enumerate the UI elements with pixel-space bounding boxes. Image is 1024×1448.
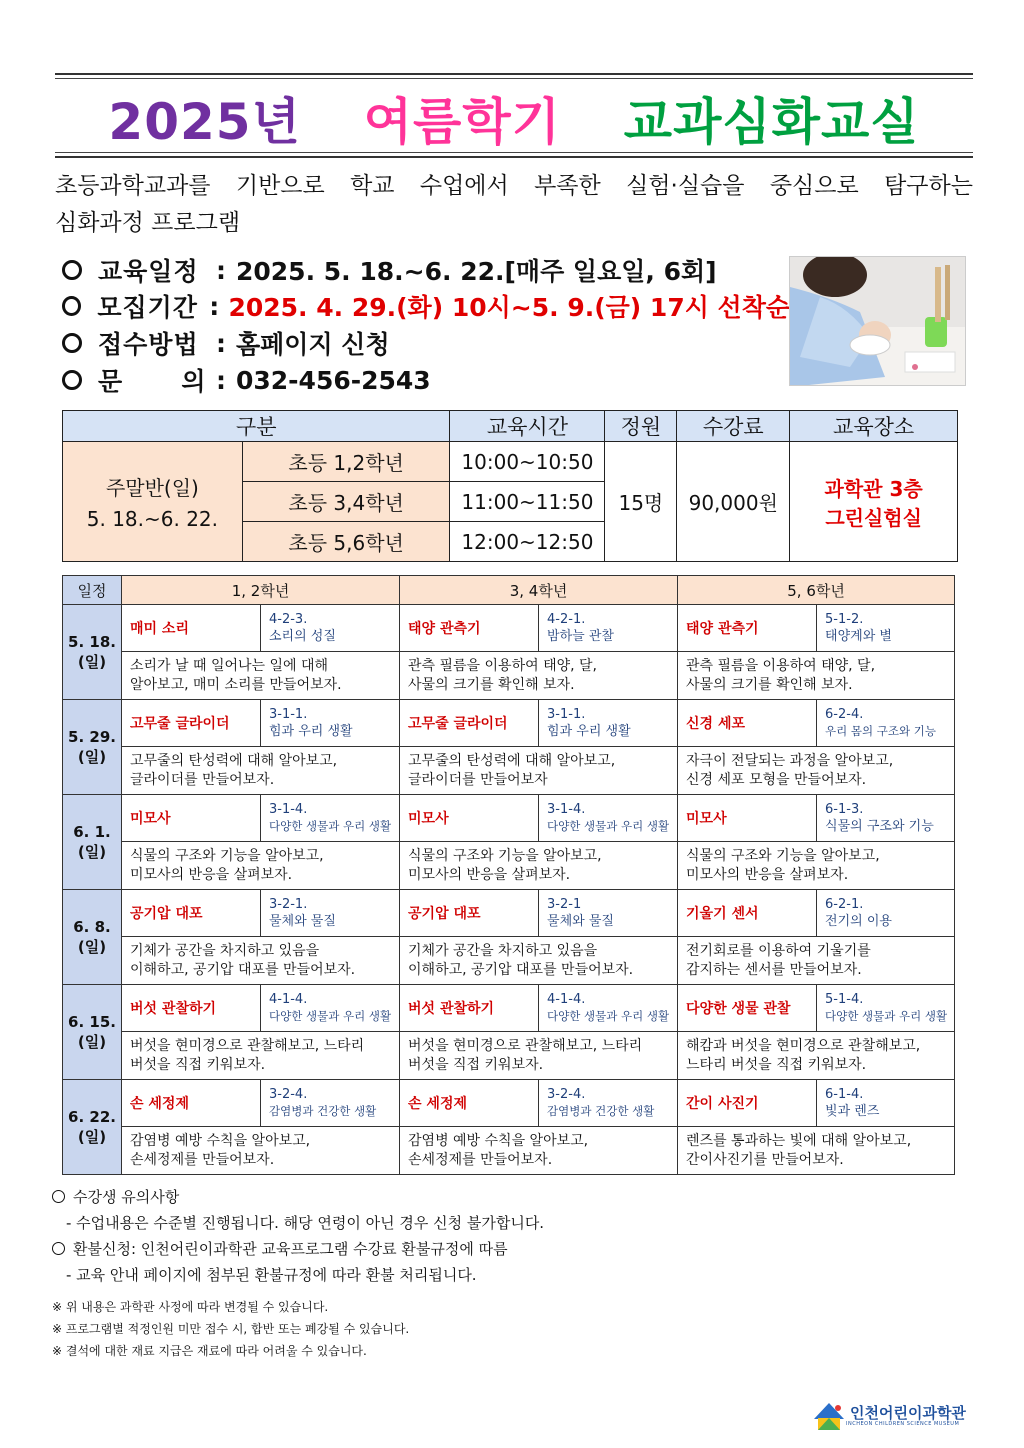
class-name: 주말반(일)	[105, 476, 199, 500]
top-rule	[55, 73, 973, 75]
description-line: 알아보고, 매미 소리를 만들어보자.	[130, 676, 342, 693]
schedule-date-cell	[63, 795, 122, 890]
info-colon: :	[216, 365, 226, 395]
description-line: 이해하고, 공기압 대포를 만들어보자.	[408, 961, 634, 978]
unit-name: 밤하늘 관찰	[547, 629, 614, 644]
description-line: 버섯을 현미경으로 관찰해보고, 느타리	[130, 1037, 365, 1054]
class-description	[400, 842, 678, 890]
curriculum-unit	[539, 605, 678, 652]
time-cell: 10:00~10:50	[450, 442, 605, 482]
unit-code: 3-2-1	[547, 897, 582, 912]
unit-name: 다양한 생물과 우리 생활	[547, 819, 670, 833]
note-caution-title: 수강생 유의사항	[73, 1188, 180, 1206]
note-refund	[52, 1236, 972, 1262]
place-line-1: 과학관 3층	[824, 476, 923, 501]
class-topic: 매미 소리	[122, 605, 261, 652]
schedule-desc-row	[63, 652, 955, 700]
intro-word: 탐구하는	[884, 173, 973, 199]
info-schedule	[60, 252, 790, 288]
class-topic: 기울기 센서	[678, 890, 817, 937]
info-label: 모집기간	[97, 293, 198, 322]
info-label: 교육일정	[98, 257, 199, 286]
circle-bullet-icon	[62, 333, 82, 353]
description-line: 렌즈를 통과하는 빛에 대해 알아보고,	[686, 1132, 912, 1149]
class-topic: 공기압 대포	[122, 890, 261, 937]
museum-name-english: INCHEON CHILDREN SCIENCE MUSEUM	[846, 1421, 960, 1427]
description-line: 해캄과 버섯을 현미경으로 관찰해보고,	[686, 1037, 921, 1054]
curriculum-unit	[817, 985, 955, 1032]
class-description	[122, 747, 400, 795]
description-line: 자극이 전달되는 과정을 알아보고,	[686, 752, 894, 769]
intro-word: 실험·실습을	[626, 173, 745, 199]
curriculum-unit	[261, 605, 400, 652]
description-line: 관측 필름을 이용하여 태양, 달,	[686, 657, 876, 674]
intro-word: 기반으로	[235, 173, 325, 199]
summary-table	[62, 410, 958, 562]
note-caution	[52, 1184, 972, 1210]
title-program: 교과심화교실	[623, 93, 920, 151]
header-capacity: 정원	[605, 411, 677, 442]
unit-name: 감염병과 건강한 생활	[269, 1104, 377, 1118]
unit-name: 다양한 생물과 우리 생활	[269, 1009, 392, 1023]
note-refund-detail: - 교육 안내 페이지에 첨부된 환불규정에 따라 환불 처리됩니다.	[66, 1266, 477, 1284]
class-description	[678, 1032, 955, 1080]
schedule-date: 5. 18.	[68, 633, 116, 651]
circle-bullet-icon	[62, 370, 82, 390]
schedule-topic-row	[63, 700, 955, 747]
schedule-date-cell	[63, 890, 122, 985]
schedule-topic-row	[63, 605, 955, 652]
curriculum-unit	[539, 985, 678, 1032]
notes-section	[52, 1184, 972, 1288]
class-topic: 공기압 대포	[400, 890, 539, 937]
curriculum-unit	[539, 1080, 678, 1127]
note-caution-detail: - 수업내용은 수준별 진행됩니다. 해당 연령이 아닌 경우 신청 불가합니다.	[66, 1214, 545, 1232]
description-line: 고무줄의 탄성력에 대해 알아보고,	[130, 752, 338, 769]
top-rule-thin	[55, 78, 973, 79]
info-colon: :	[216, 255, 226, 285]
class-topic: 미모사	[400, 795, 539, 842]
schedule-body	[63, 605, 955, 1175]
unit-code: 3-1-1.	[269, 707, 308, 722]
intro-word: 초등과학교과를	[55, 173, 211, 199]
unit-name: 빛과 렌즈	[825, 1104, 880, 1119]
unit-code: 4-2-1.	[547, 612, 586, 627]
curriculum-unit	[261, 985, 400, 1032]
description-line: 손세정제를 만들어보자.	[130, 1151, 275, 1168]
info-value: 2025. 5. 18.~6. 22.[매주 일요일, 6회]	[236, 257, 717, 286]
class-topic: 고무줄 글라이더	[122, 700, 261, 747]
description-line: 간이사진기를 만들어보자.	[686, 1151, 844, 1168]
unit-code: 6-1-4.	[825, 1087, 864, 1102]
unit-code: 3-1-4.	[269, 802, 308, 817]
curriculum-unit	[539, 700, 678, 747]
time-cell: 11:00~11:50	[450, 482, 605, 522]
schedule-desc-row	[63, 842, 955, 890]
class-topic: 버섯 관찰하기	[122, 985, 261, 1032]
schedule-desc-row	[63, 747, 955, 795]
unit-name: 전기의 이용	[825, 914, 892, 929]
info-label: 접수방법	[98, 330, 199, 359]
description-line: 기체가 공간을 차지하고 있음을	[130, 942, 320, 959]
schedule-desc-row	[63, 937, 955, 985]
schedule-day: (일)	[77, 938, 107, 956]
unit-code: 5-1-2.	[825, 612, 864, 627]
description-line: 버섯을 직접 키워보자.	[130, 1056, 266, 1073]
class-photo-image	[790, 257, 966, 386]
intro-word: 부족한	[534, 173, 601, 199]
title-rule	[55, 156, 973, 158]
unit-code: 5-1-4.	[825, 992, 864, 1007]
class-description	[400, 747, 678, 795]
header-date: 일정	[63, 576, 122, 605]
curriculum-unit	[817, 700, 955, 747]
footnote: ※ 결석에 대한 재료 지급은 재료에 따라 어려울 수 있습니다.	[52, 1344, 367, 1358]
description-line: 미모사의 반응을 살펴보자.	[408, 866, 571, 883]
schedule-date: 5. 29.	[68, 728, 116, 746]
class-description	[122, 1127, 400, 1175]
description-line: 느타리 버섯을 직접 키워보자.	[686, 1056, 867, 1073]
description-line: 손세정제를 만들어보자.	[408, 1151, 553, 1168]
description-line: 식물의 구조와 기능을 알아보고,	[130, 847, 324, 864]
class-topic: 다양한 생물 관찰	[678, 985, 817, 1032]
schedule-topic-row	[63, 985, 955, 1032]
description-line: 감염병 예방 수칙을 알아보고,	[130, 1132, 311, 1149]
description-line: 감염병 예방 수칙을 알아보고,	[408, 1132, 589, 1149]
summary-row	[63, 442, 958, 482]
intro-line-2: 심화과정 프로그램	[55, 210, 241, 236]
class-topic: 손 세정제	[122, 1080, 261, 1127]
unit-code: 4-2-3.	[269, 612, 308, 627]
class-description	[122, 1032, 400, 1080]
circle-bullet-icon	[62, 296, 81, 316]
curriculum-unit	[817, 795, 955, 842]
class-description	[678, 842, 955, 890]
header-place: 교육장소	[790, 411, 958, 442]
class-description	[678, 937, 955, 985]
unit-code: 3-2-4.	[547, 1087, 586, 1102]
class-description	[678, 1127, 955, 1175]
info-colon: :	[216, 328, 226, 358]
curriculum-unit	[261, 795, 400, 842]
unit-code: 3-1-4.	[547, 802, 586, 817]
class-description	[400, 1127, 678, 1175]
class-topic: 신경 세포	[678, 700, 817, 747]
description-line: 사물의 크기를 확인해 보자.	[408, 676, 575, 693]
info-recruit	[60, 288, 790, 324]
class-period: 5. 18.~6. 22.	[86, 507, 219, 531]
description-line: 신경 세포 모형을 만들어보자.	[686, 771, 867, 788]
circle-bullet-icon	[62, 260, 82, 280]
info-label: 문 의	[98, 367, 207, 396]
description-line: 감지하는 센서를 만들어보자.	[686, 961, 862, 978]
description-line: 관측 필름을 이용하여 태양, 달,	[408, 657, 598, 674]
museum-name: 인천어린이과학관	[850, 1404, 966, 1422]
schedule-day: (일)	[77, 843, 107, 861]
curriculum-unit	[817, 605, 955, 652]
grade-cell: 초등 5,6학년	[242, 522, 450, 562]
description-line: 버섯을 현미경으로 관찰해보고, 느타리	[408, 1037, 643, 1054]
description-line: 식물의 구조와 기능을 알아보고,	[408, 847, 602, 864]
unit-name: 우리 몸의 구조와 기능	[825, 724, 936, 738]
unit-code: 6-2-1.	[825, 897, 864, 912]
footnote: ※ 프로그램별 적정인원 미만 접수 시, 합반 또는 폐강될 수 있습니다.	[52, 1322, 410, 1336]
class-topic: 손 세정제	[400, 1080, 539, 1127]
schedule-topic-row	[63, 890, 955, 937]
title-rule-thin	[55, 152, 973, 153]
intro-text	[55, 168, 973, 242]
description-line: 버섯을 직접 키워보자.	[408, 1056, 544, 1073]
schedule-day: (일)	[77, 748, 107, 766]
class-description	[400, 652, 678, 700]
place-line-2: 그린실험실	[825, 505, 922, 530]
class-topic: 고무줄 글라이더	[400, 700, 539, 747]
place-cell	[790, 442, 958, 562]
description-line: 기체가 공간을 차지하고 있음을	[408, 942, 598, 959]
schedule-desc-row	[63, 1127, 955, 1175]
schedule-date: 6. 8.	[73, 918, 111, 936]
schedule-date-cell	[63, 605, 122, 700]
museum-logo-text	[846, 1405, 966, 1427]
class-description	[122, 937, 400, 985]
footnotes	[52, 1296, 972, 1362]
schedule-topic-row	[63, 795, 955, 842]
fee-cell: 90,000원	[677, 442, 790, 562]
unit-code: 3-2-4.	[269, 1087, 308, 1102]
title-year: 2025년	[108, 93, 301, 151]
class-name-cell	[63, 442, 243, 562]
description-line: 식물의 구조와 기능을 알아보고,	[686, 847, 880, 864]
schedule-desc-row	[63, 1032, 955, 1080]
unit-code: 4-1-4.	[269, 992, 308, 1007]
curriculum-unit	[817, 1080, 955, 1127]
description-line: 글라이더를 만들어보자.	[130, 771, 275, 788]
curriculum-unit	[261, 1080, 400, 1127]
intro-word: 수업에서	[419, 173, 509, 199]
unit-name: 소리의 성질	[269, 629, 336, 644]
class-description	[400, 937, 678, 985]
description-line: 전기회로를 이용하여 기울기를	[686, 942, 871, 959]
description-line: 고무줄의 탄성력에 대해 알아보고,	[408, 752, 616, 769]
schedule-date: 6. 15.	[68, 1013, 116, 1031]
unit-name: 태양계와 별	[825, 629, 892, 644]
class-topic: 태양 관측기	[400, 605, 539, 652]
info-value: 2025. 4. 29.(화) 10시~5. 9.(금) 17시 선착순	[228, 293, 791, 322]
class-description	[122, 652, 400, 700]
info-contact	[60, 362, 790, 398]
intro-word: 중심으로	[769, 173, 859, 199]
header-category: 구분	[63, 411, 450, 442]
unit-name: 힘과 우리 생활	[547, 724, 631, 739]
description-line: 글라이더를 만들어보자	[408, 771, 548, 788]
description-line: 소리가 날 때 일어나는 일에 대해	[130, 657, 329, 674]
info-value: 032-456-2543	[236, 365, 431, 395]
schedule-day: (일)	[77, 1033, 107, 1051]
note-refund-title: 환불신청: 인천어린이과학관 교육프로그램 수강료 환불규정에 따름	[73, 1240, 508, 1258]
unit-name: 물체와 물질	[269, 914, 336, 929]
intro-line-1	[55, 168, 973, 205]
class-description	[122, 842, 400, 890]
header-grade-12: 1, 2학년	[122, 576, 400, 605]
unit-name: 다양한 생물과 우리 생활	[547, 1009, 670, 1023]
curriculum-unit	[539, 890, 678, 937]
unit-name: 힘과 우리 생활	[269, 724, 353, 739]
unit-code: 6-1-3.	[825, 802, 864, 817]
page-title	[55, 82, 973, 152]
schedule-date-cell	[63, 1080, 122, 1175]
intro-word: 학교	[350, 173, 395, 199]
header-grade-34: 3, 4학년	[400, 576, 678, 605]
circle-bullet-icon	[52, 1190, 65, 1203]
class-description	[678, 747, 955, 795]
class-topic: 버섯 관찰하기	[400, 985, 539, 1032]
class-topic: 간이 사진기	[678, 1080, 817, 1127]
unit-name: 다양한 생물과 우리 생활	[269, 819, 392, 833]
description-line: 사물의 크기를 확인해 보자.	[686, 676, 853, 693]
grade-cell: 초등 3,4학년	[242, 482, 450, 522]
class-topic: 미모사	[122, 795, 261, 842]
curriculum-unit	[261, 890, 400, 937]
unit-code: 3-2-1.	[269, 897, 308, 912]
schedule-date-cell	[63, 985, 122, 1080]
unit-code: 6-2-4.	[825, 707, 864, 722]
unit-code: 4-1-4.	[547, 992, 586, 1007]
unit-name: 물체와 물질	[547, 914, 614, 929]
unit-name: 다양한 생물과 우리 생활	[825, 1009, 948, 1023]
capacity-cell: 15명	[605, 442, 677, 562]
schedule-day: (일)	[77, 653, 107, 671]
info-value: 홈페이지 신청	[236, 330, 390, 359]
museum-logo-icon	[812, 1399, 846, 1433]
curriculum-unit	[261, 700, 400, 747]
info-colon: :	[209, 291, 220, 321]
unit-code: 3-1-1.	[547, 707, 586, 722]
description-line: 미모사의 반응을 살펴보자.	[130, 866, 293, 883]
header-grade-56: 5, 6학년	[678, 576, 955, 605]
description-line: 미모사의 반응을 살펴보자.	[686, 866, 849, 883]
grade-cell: 초등 1,2학년	[242, 442, 450, 482]
museum-logo	[812, 1396, 972, 1436]
class-topic: 태양 관측기	[678, 605, 817, 652]
schedule-date: 6. 22.	[68, 1108, 116, 1126]
header-time: 교육시간	[450, 411, 605, 442]
summary-header-row	[63, 411, 958, 442]
schedule-table	[62, 575, 955, 1175]
class-topic: 미모사	[678, 795, 817, 842]
curriculum-unit	[539, 795, 678, 842]
class-description	[678, 652, 955, 700]
info-method	[60, 325, 790, 361]
schedule-date-cell	[63, 700, 122, 795]
class-photo	[789, 256, 966, 386]
class-description	[400, 1032, 678, 1080]
unit-name: 감염병과 건강한 생활	[547, 1104, 655, 1118]
schedule-header-row	[63, 576, 955, 605]
circle-bullet-icon	[52, 1242, 65, 1255]
time-cell: 12:00~12:50	[450, 522, 605, 562]
unit-name: 식물의 구조와 기능	[825, 819, 934, 834]
footnote: ※ 위 내용은 과학관 사정에 따라 변경될 수 있습니다.	[52, 1300, 329, 1314]
curriculum-unit	[817, 890, 955, 937]
schedule-date: 6. 1.	[73, 823, 111, 841]
schedule-topic-row	[63, 1080, 955, 1127]
description-line: 이해하고, 공기압 대포를 만들어보자.	[130, 961, 356, 978]
schedule-day: (일)	[77, 1128, 107, 1146]
header-fee: 수강료	[677, 411, 790, 442]
title-season: 여름학기	[363, 93, 561, 151]
